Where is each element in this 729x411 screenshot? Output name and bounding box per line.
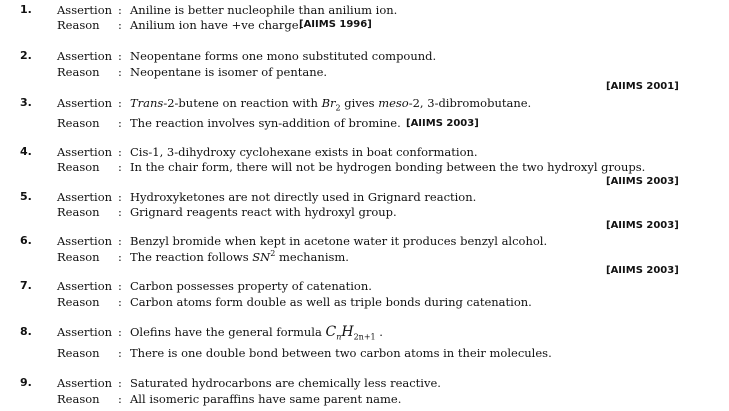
- source-tag: [AIIMS 2003]: [606, 265, 679, 276]
- question-number: 1.: [20, 3, 32, 16]
- reason-label: Reason: [57, 116, 100, 130]
- assertion-label: Assertion: [57, 145, 113, 159]
- assertion-text: Hydroxyketones are not directly used in Grignard reaction.: [130, 190, 477, 204]
- colon: :: [118, 65, 122, 79]
- reason-text: Grignard reagents react with hydroxyl group.: [130, 205, 397, 219]
- reason-text: The reaction follows $SN^2$ mechanism.: [130, 249, 349, 264]
- reason-text: The reaction involves syn-addition of bromine.: [130, 116, 401, 130]
- assertion-text: Cis-1, 3-dihydroxy cyclohexane exists in boat conformation.: [130, 145, 478, 159]
- colon: :: [118, 346, 122, 360]
- colon: :: [118, 234, 122, 248]
- colon: :: [118, 49, 122, 63]
- assertion-text: Benzyl bromide when kept in acetone water it produces benzyl alcohol.: [130, 234, 548, 248]
- reason-label: Reason: [57, 392, 100, 406]
- assertion-label: Assertion: [57, 376, 113, 390]
- question-number: 5.: [20, 190, 32, 203]
- assertion-label: Assertion: [57, 96, 113, 110]
- assertion-label: Assertion: [57, 234, 113, 248]
- colon: :: [118, 18, 122, 32]
- source-tag: [AIIMS 2001]: [606, 81, 679, 92]
- question-number: 8.: [20, 325, 32, 338]
- assertion-label: Assertion: [57, 279, 113, 293]
- question-number: 9.: [20, 376, 32, 389]
- question-number: 2.: [20, 49, 32, 62]
- assertion-text: Carbon possesses property of catenation.: [130, 279, 372, 293]
- reason-text: There is one double bond between two carbon atoms in their molecules.: [130, 346, 552, 360]
- reason-text: Neopentane is isomer of pentane.: [130, 65, 328, 79]
- question-number: 6.: [20, 234, 32, 247]
- reason-label: Reason: [57, 295, 100, 309]
- assertion-text: Aniline is better nucleophile than anilium ion.: [130, 3, 398, 17]
- colon: :: [118, 376, 122, 390]
- assertion-text: Olefins have the general formula $C_nH_{2n+1}$ .: [130, 324, 383, 342]
- colon: :: [118, 325, 122, 339]
- colon: :: [118, 279, 122, 293]
- reason-text: In the chair form, there will not be hydrogen bonding between the two hydroxyl groups.: [130, 160, 646, 174]
- reason-label: Reason: [57, 250, 100, 264]
- reason-label: Reason: [57, 160, 100, 174]
- assertion-text: Trans-2-butene on reaction with $Br_2$ gives meso-2, 3-dibromobutane.: [130, 96, 532, 113]
- reason-text: Anilium ion have +ve charge.: [130, 18, 303, 32]
- colon: :: [118, 250, 122, 264]
- assertion-text: Saturated hydrocarbons are chemically less reactive.: [130, 376, 441, 390]
- colon: :: [118, 145, 122, 159]
- assertion-label: Assertion: [57, 190, 113, 204]
- colon: :: [118, 190, 122, 204]
- question-number: 3.: [20, 96, 32, 109]
- source-tag: [AIIMS 2003]: [606, 176, 679, 187]
- reason-text: All isomeric paraffins have same parent name.: [130, 392, 402, 406]
- source-tag: [AIIMS 2003]: [606, 220, 679, 231]
- colon: :: [118, 116, 122, 130]
- reason-label: Reason: [57, 65, 100, 79]
- reason-label: Reason: [57, 346, 100, 360]
- source-tag: [AIIMS 2003]: [406, 118, 479, 129]
- assertion-text: Neopentane forms one mono substituted compound.: [130, 49, 437, 63]
- reason-text: Carbon atoms form double as well as triple bonds during catenation.: [130, 295, 532, 309]
- reason-label: Reason: [57, 18, 100, 32]
- colon: :: [118, 295, 122, 309]
- assertion-label: Assertion: [57, 49, 113, 63]
- colon: :: [118, 205, 122, 219]
- assertion-label: Assertion: [57, 325, 113, 339]
- colon: :: [118, 96, 122, 110]
- question-number: 4.: [20, 145, 32, 158]
- source-tag: [AIIMS 1996]: [299, 19, 372, 30]
- colon: :: [118, 3, 122, 17]
- colon: :: [118, 160, 122, 174]
- reason-label: Reason: [57, 205, 100, 219]
- assertion-label: Assertion: [57, 3, 113, 17]
- colon: :: [118, 392, 122, 406]
- question-number: 7.: [20, 279, 32, 292]
